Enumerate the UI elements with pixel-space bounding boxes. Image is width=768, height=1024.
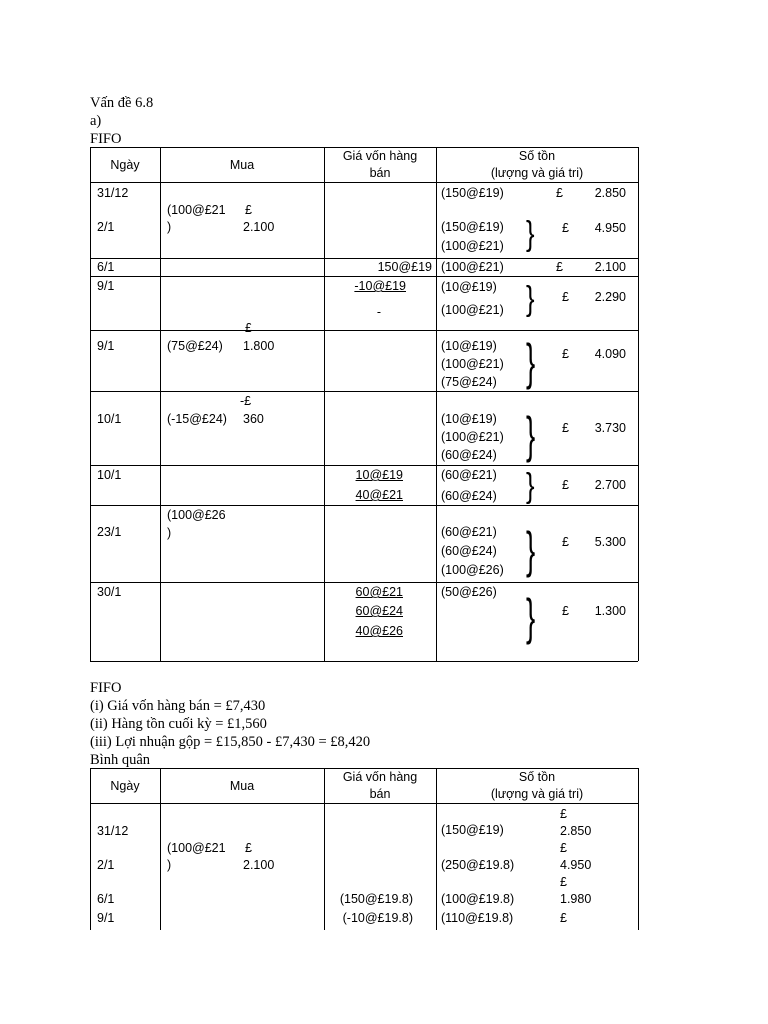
average-table <box>90 768 638 930</box>
table-rule <box>90 803 638 804</box>
balance-pound: £ <box>562 478 569 492</box>
balance-total: 4.950 <box>594 221 626 235</box>
balance-total: 2.850 <box>560 824 592 838</box>
brace-icon: } <box>526 215 535 253</box>
balance-total: 4.090 <box>594 347 626 361</box>
brace-icon: } <box>526 334 536 390</box>
method-average-label: Bình quân <box>90 752 151 768</box>
row-date: 2/1 <box>97 220 115 234</box>
summary-gross-profit: (iii) Lợi nhuận gộp = £15,850 - £7,430 = £8,420 <box>90 734 371 750</box>
balance-item: (75@£24) <box>441 375 497 389</box>
header-purchase: Mua <box>229 158 255 172</box>
balance-pound: £ <box>556 260 563 274</box>
balance-item: (10@£19) <box>441 339 497 353</box>
cogs-item: 150@£19 <box>377 260 432 274</box>
purchase-qty: (75@£24) <box>167 339 223 353</box>
brace-icon: } <box>526 407 536 463</box>
method-fifo-label: FIFO <box>90 131 122 147</box>
balance-total: 2.700 <box>594 478 626 492</box>
table-rule <box>90 276 638 277</box>
row-date: 31/12 <box>97 824 129 838</box>
purchase-qty: ) <box>167 526 172 540</box>
header-cogs: bán <box>369 787 391 801</box>
row-date: 31/12 <box>97 186 129 200</box>
purchase-pound: £ <box>245 203 252 217</box>
cogs-item: 60@£21 <box>355 585 403 599</box>
row-date: 9/1 <box>97 339 115 353</box>
header-cogs: Giá vốn hàng <box>342 149 418 163</box>
balance-total: 5.300 <box>594 535 626 549</box>
summary-method: FIFO <box>90 680 122 696</box>
purchase-qty: ) <box>167 220 172 234</box>
balance-item: (10@£19) <box>441 412 497 426</box>
purchase-amount: 2.100 <box>243 858 275 872</box>
balance-item: (60@£21) <box>441 525 497 539</box>
balance-item: (60@£24) <box>441 448 497 462</box>
purchase-qty: (100@£21 <box>167 841 226 855</box>
row-date: 9/1 <box>97 279 115 293</box>
purchase-pound: £ <box>245 321 252 335</box>
purchase-amount: 360 <box>243 412 264 426</box>
balance-item: (150@£19) <box>441 823 504 837</box>
table-rule <box>90 582 638 583</box>
header-purchase: Mua <box>229 779 255 793</box>
part-label: a) <box>90 113 102 129</box>
purchase-pound: -£ <box>240 394 252 408</box>
summary-ending-inventory: (ii) Hàng tồn cuối kỳ = £1,560 <box>90 716 267 732</box>
fifo-table-body <box>90 147 638 661</box>
balance-item: (150@£19) <box>441 220 504 234</box>
row-date: 23/1 <box>97 525 122 539</box>
balance-total: 1.980 <box>560 892 592 906</box>
balance-item: (60@£21) <box>441 468 497 482</box>
table-rule <box>638 768 639 930</box>
balance-pound: £ <box>560 807 567 821</box>
cogs-item: 40@£21 <box>355 488 403 502</box>
cogs-item: 40@£26 <box>355 624 403 638</box>
table-rule <box>90 147 91 661</box>
balance-item: (100@£19.8) <box>441 892 515 906</box>
row-date: 10/1 <box>97 412 122 426</box>
row-date: 9/1 <box>97 911 115 925</box>
row-date: 6/1 <box>97 892 115 906</box>
header-balance: Số tồn <box>518 770 556 784</box>
cogs-item: - <box>376 305 381 319</box>
balance-item: (100@£21) <box>441 239 504 253</box>
balance-item: (100@£21) <box>441 303 504 317</box>
balance-total: 2.100 <box>594 260 626 274</box>
balance-item: (100@£26) <box>441 563 504 577</box>
header-date: Ngày <box>110 779 140 793</box>
balance-pound: £ <box>560 841 567 855</box>
purchase-qty: (100@£26 <box>167 508 226 522</box>
balance-item: (60@£24) <box>441 544 497 558</box>
table-rule <box>160 147 161 661</box>
balance-item: (150@£19) <box>441 186 504 200</box>
purchase-pound: £ <box>245 841 252 855</box>
table-rule <box>90 465 638 466</box>
balance-total: 1.300 <box>594 604 626 618</box>
table-rule <box>90 505 638 506</box>
balance-pound: £ <box>562 535 569 549</box>
balance-pound: £ <box>562 221 569 235</box>
purchase-qty: (-15@£24) <box>167 412 227 426</box>
table-rule <box>436 147 437 661</box>
balance-total: 4.950 <box>560 858 592 872</box>
row-date: 2/1 <box>97 858 115 872</box>
balance-item: (100@£21) <box>441 357 504 371</box>
header-cogs: bán <box>369 166 391 180</box>
balance-total: 2.850 <box>594 186 626 200</box>
row-date: 6/1 <box>97 260 115 274</box>
table-rule <box>638 147 639 661</box>
cogs-item: 60@£24 <box>355 604 403 618</box>
cogs-item: 10@£19 <box>355 468 403 482</box>
header-balance: (lượng và giá tri) <box>490 787 584 801</box>
brace-icon: } <box>526 280 535 318</box>
balance-pound: £ <box>560 875 567 889</box>
purchase-amount: 1.800 <box>243 339 275 353</box>
balance-item: (10@£19) <box>441 280 497 294</box>
table-rule <box>90 182 638 183</box>
problem-title: Vấn đề 6.8 <box>90 95 154 111</box>
table-rule <box>90 391 638 392</box>
balance-item: (100@£21) <box>441 430 504 444</box>
header-balance: Số tồn <box>518 149 556 163</box>
brace-icon: } <box>526 522 536 578</box>
table-rule <box>90 330 638 331</box>
balance-item: (100@£21) <box>441 260 504 274</box>
balance-pound: £ <box>562 421 569 435</box>
summary-cogs: (i) Giá vốn hàng bán = £7,430 <box>90 698 266 714</box>
balance-pound: £ <box>562 604 569 618</box>
brace-icon: } <box>526 589 536 645</box>
purchase-qty: (100@£21 <box>167 203 226 217</box>
balance-total: 3.730 <box>594 421 626 435</box>
balance-item: (50@£26) <box>441 585 497 599</box>
table-rule <box>90 661 638 662</box>
row-date: 10/1 <box>97 468 122 482</box>
balance-pound: £ <box>562 290 569 304</box>
cogs-item: (150@£19.8) <box>339 892 413 906</box>
brace-icon: } <box>526 467 535 505</box>
cogs-item: -10@£19 <box>354 279 406 293</box>
balance-item: (60@£24) <box>441 489 497 503</box>
balance-pound: £ <box>562 347 569 361</box>
purchase-qty: ) <box>167 858 172 872</box>
balance-pound: £ <box>556 186 563 200</box>
purchase-amount: 2.100 <box>243 220 275 234</box>
cogs-item: (-10@£19.8) <box>342 911 413 925</box>
balance-pound: £ <box>560 911 567 925</box>
balance-item: (250@£19.8) <box>441 858 515 872</box>
balance-total: 2.290 <box>594 290 626 304</box>
header-cogs: Giá vốn hàng <box>342 770 418 784</box>
header-balance: (lượng và giá tri) <box>490 166 584 180</box>
header-date: Ngày <box>110 158 140 172</box>
row-date: 30/1 <box>97 585 122 599</box>
balance-item: (110@£19.8) <box>441 911 514 925</box>
